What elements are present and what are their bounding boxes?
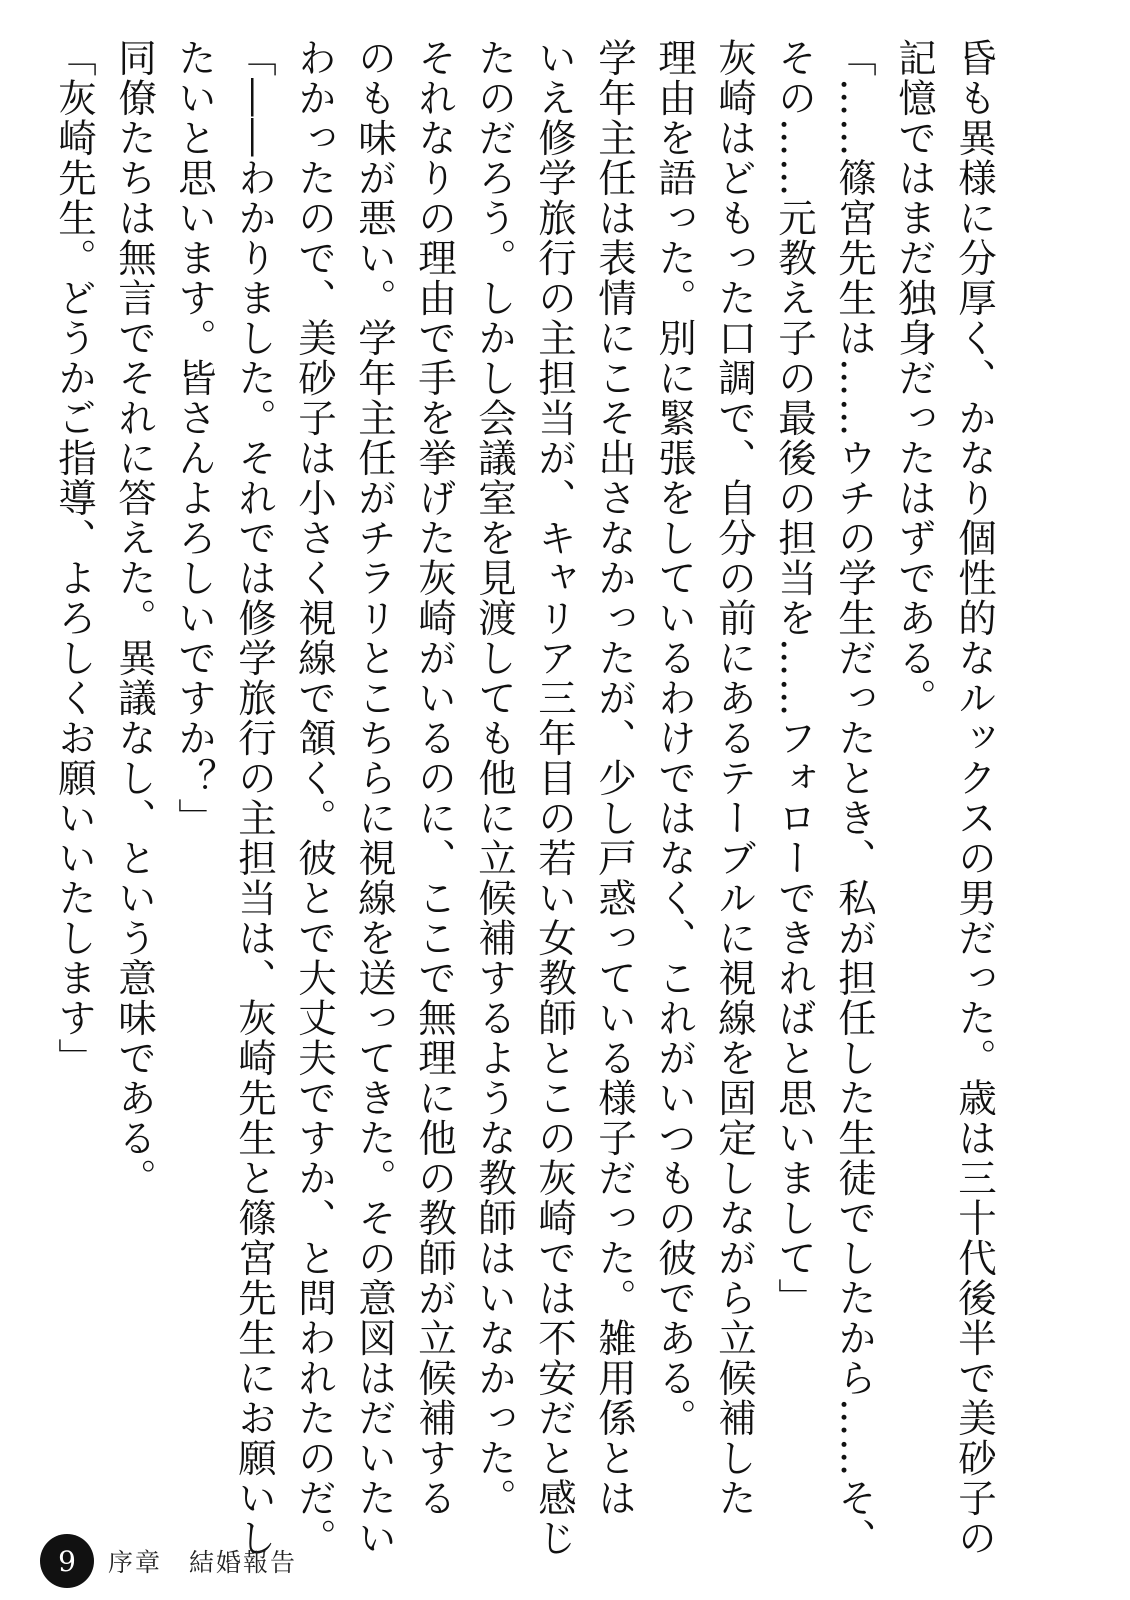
text-line: わかったので、美砂子は小さく視線で頷く。彼とで大丈夫ですか、と問われたのだ。 bbox=[292, 38, 337, 1558]
vertical-text-body bbox=[52, 38, 1004, 1558]
text-line: 同僚たちは無言でそれに答えた。異議なし、という意味である。 bbox=[112, 38, 157, 1198]
text-line: たのだろう。しかし会議室を見渡しても他に立候補するような教師はいなかった。 bbox=[472, 38, 517, 1518]
text-line: 学年主任は表情にこそ出さなかったが、少し戸惑っている様子だった。雑用係とは bbox=[592, 38, 637, 1518]
text-line: のも味が悪い。学年主任がチラリとこちらに視線を送ってきた。その意図はだいたい bbox=[352, 38, 397, 1558]
text-line: 「……篠宮先生は……ウチの学生だったとき、私が担任した生徒でしたから……そ、 bbox=[832, 38, 877, 1558]
text-line: 理由を語った。別に緊張をしているわけではなく、これがいつもの彼である。 bbox=[652, 38, 697, 1438]
text-line: いえ修学旅行の主担当が、キャリア三年目の若い女教師とこの灰崎では不安だと感じ bbox=[532, 38, 577, 1558]
text-line: その……元教え子の最後の担当を……フォローできればと思いまして」 bbox=[772, 38, 817, 1318]
text-line: 昏も異様に分厚く、かなり個性的なルックスの男だった。歳は三十代後半で美砂子の bbox=[952, 38, 997, 1558]
text-line: たいと思います。皆さんよろしいですか？」 bbox=[172, 38, 217, 838]
text-line: 灰崎はどもった口調で、自分の前にあるテーブルに視線を固定しながら立候補した bbox=[712, 38, 757, 1518]
text-line: 記憶ではまだ独身だったはずである。 bbox=[892, 38, 937, 718]
chapter-title: 序章 結婚報告 bbox=[108, 1548, 298, 1577]
text-line: 「――わかりました。それでは修学旅行の主担当は、灰崎先生と篠宮先生にお願いし bbox=[232, 38, 277, 1558]
text-line: 「灰崎先生。どうかご指導、よろしくお願いいたします」 bbox=[52, 38, 97, 1078]
page-number-badge: 9 bbox=[40, 1534, 94, 1588]
page-footer bbox=[40, 1533, 297, 1589]
text-line: それなりの理由で手を挙げた灰崎がいるのに、ここで無理に他の教師が立候補する bbox=[412, 38, 457, 1518]
